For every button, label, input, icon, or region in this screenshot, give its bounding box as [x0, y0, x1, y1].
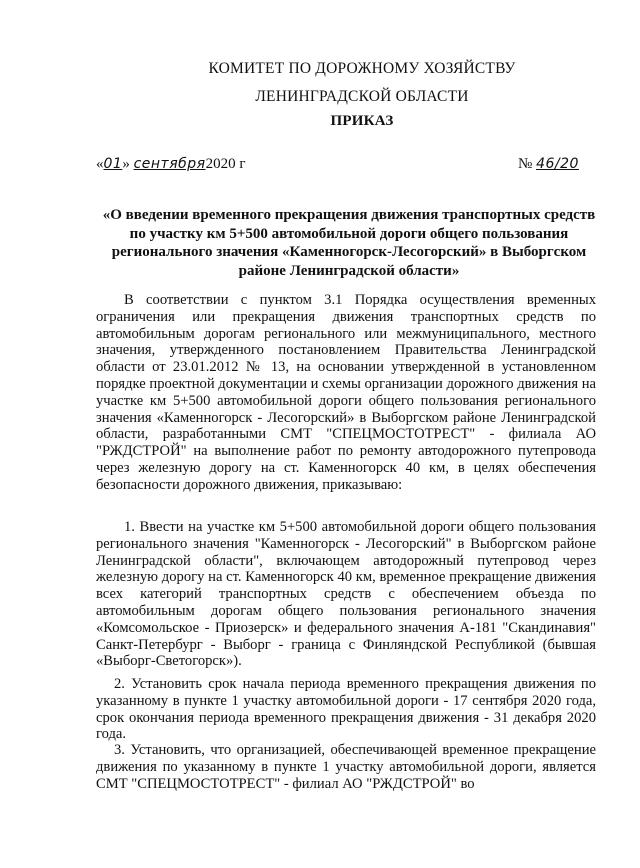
committee-name: КОМИТЕТ ПО ДОРОЖНОМУ ХОЗЯЙСТВУ — [208, 60, 516, 77]
clause-2: 2. Установить срок начала периода временного прекращения движения по указанному в пункте 1 участку автомобильной дороги - 17 сентября 2020 года, срок окончания периода временного прекращения движения - 31 декабря 2020 года. — [96, 676, 596, 743]
order-number — [518, 156, 596, 173]
clause-3: 3. Установить, что организацией, обеспечивающей временное прекращение движения по указанному в пункте 1 участку автомобильной дороги, является СМТ "СПЕЦМОСТОТРЕСТ" - филиал АО "РЖДСТРОЙ" во — [96, 742, 596, 792]
clause-1: 1. Ввести на участке км 5+500 автомобильной дороги общего пользования регионального значения "Каменногорск - Лесогорский" в Выборгском районе Ленинградской области", включающем автодорожный путепровод через железную дорогу на ст. Каменногорск 40 км, временное прекращение движения всех категорий транспортных средств с обеспечением объезда по автомобильным дорогам общего пользования регионального значения «Комсомольское - Приозерск» и федерального значения А-181 "Скандинавия" Санкт-Петербург - Выборг - граница с Финляндской Республикой (бывшая «Выборг-Светогорск»). — [96, 519, 596, 670]
document-type: ПРИКАЗ — [330, 113, 394, 129]
region-name: ЛЕНИНГРАДСКОЙ ОБЛАСТИ — [255, 88, 469, 105]
order-date — [96, 156, 245, 173]
number-value: 46/20 — [536, 156, 579, 172]
date-close-quote: » — [122, 156, 130, 172]
date-month: сентября — [133, 156, 206, 172]
number-label: № — [518, 156, 533, 172]
date-year: 2020 г — [205, 156, 246, 172]
date-open-quote: « — [96, 156, 104, 172]
date-day: 01 — [103, 156, 123, 172]
order-title: «О введении временного прекращения движения транспортных средств по участку км 5+500 автомобильной дороги общего пользования регионального значения «Каменногорск-Лесогорский» в Выборгском районе Ленинградской области» — [102, 207, 596, 279]
preamble-paragraph: В соответствии с пунктом 3.1 Порядка осуществления временных ограничения или прекращения движения транспортных средств по автомобильным дорогам регионального или межмуниципального, местного значения, утвержденного постановлением Правительства Ленинградской области от 23.01.2012 № 13, на основании утвержденной в установленном порядке проектной документации и схемы организации дорожного движения на участке км 5+500 автомобильной дороги общего пользования регионального значения «Каменногорск - Лесогорский» в Выборгском районе Ленинградской области, разработанными СМТ "СПЕЦМОСТОТРЕСТ" - филиала АО "РЖДСТРОЙ" на выполнение работ по ремонту автодорожного путепровода через железную дорогу на ст. Каменногорск 40 км, в целях обеспечения безопасности дорожного движения, приказываю: — [96, 292, 596, 493]
